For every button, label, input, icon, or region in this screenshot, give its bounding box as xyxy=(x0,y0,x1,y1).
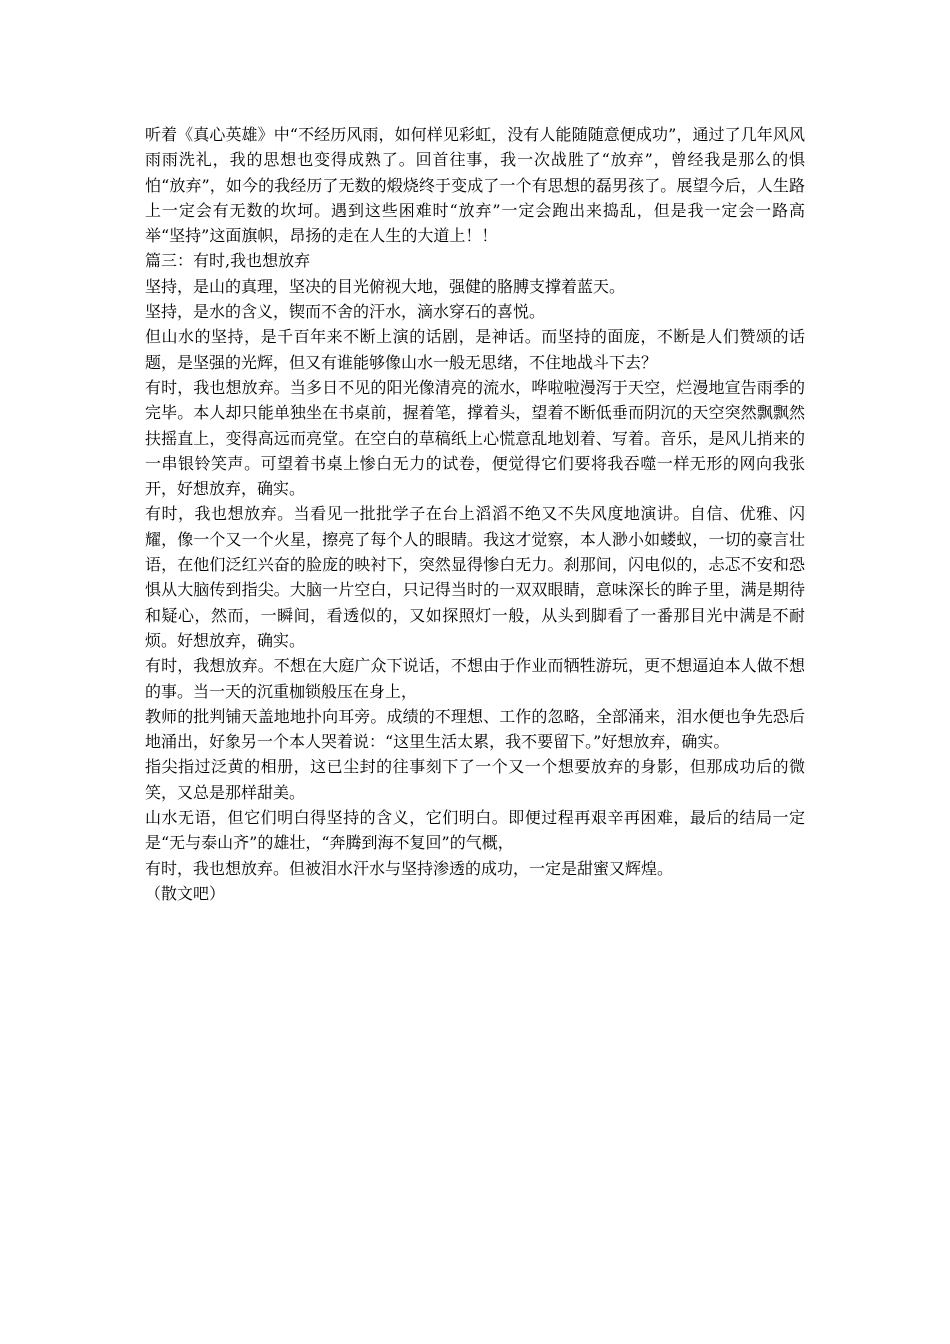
paragraph-album: 指尖指过泛黄的相册，这已尘封的往事刻下了一个又一个想要放弃的身影，但那成功后的微笑，又总是那样甜美。 xyxy=(145,757,805,802)
paragraph-give-up-3: 有时，我想放弃。不想在大庭广众下说话，不想由于作业而牺牲游玩，更不想逼迫本人做不想的事。当一天的沉重枷锁般压在身上， xyxy=(145,656,805,701)
paragraph-landscape: 山水无语，但它们明白得坚持的含义，它们明白。即便过程再艰辛再困难，最后的结局一定是“无与泰山齐”的雄壮，“奔腾到海不复回”的气概， xyxy=(145,808,805,853)
paragraph-mountain: 坚持，是山的真理，坚决的目光俯视大地，强健的胳膊支撑着蓝天。 xyxy=(145,276,626,296)
document-body xyxy=(145,122,805,906)
paragraph-give-up-2: 有时，我也想放弃。当看见一批批学子在台上滔滔不绝又不失风度地演讲。自信、优雅、闪耀，像一个又一个火星，擦亮了每个人的眼睛。我这才觉察，本人渺小如蝼蚁，一切的豪言壮语，在他们泛红兴奋的脸庞的映衬下，突然显得惨白无力。刹那间，闪电似的，忐忑不安和恐惧从大脑传到指尖。大脑一片空白，只记得当时的一双双眼睛，意味深长的眸子里，满是期待和疑心，然而，一瞬间，看透似的，又如探照灯一般，从头到脚看了一番那目光中满是不耐烦。好想放弃，确实。 xyxy=(145,504,805,650)
paragraph-give-up-1: 有时，我也想放弃。当多日不见的阳光像清亮的流水，哗啦啦漫泻于天空，烂漫地宣告雨季的完毕。本人却只能单独坐在书桌前，握着笔，撑着头，望着不断低垂而阴沉的天空突然飘飘然扶摇直上，变得高远而亮堂。在空白的草稿纸上心慌意乱地划着、写着。音乐，是风儿捎来的一串银铃笑声。可望着书桌上惨白无力的试卷，便觉得它们要将我吞噬一样无形的网向我张开，好想放弃，确实。 xyxy=(145,377,805,499)
section-heading: 篇三：有时,我也想放弃 xyxy=(145,251,311,271)
paragraph-teacher: 教师的批判铺天盖地地扑向耳旁。成绩的不理想、工作的忽略，全部涌来，泪水便也争先恐后地涌出，好象另一个本人哭着说：“这里生活太累，我不要留下。”好想放弃，确实。 xyxy=(145,706,805,752)
paragraph-intro-conclusion: 听着《真心英雄》中“不经历风雨，如何样见彩虹，没有人能随随意便成功”，通过了几年风风雨雨洗礼，我的思想也变得成熟了。回首往事，我一次战胜了“放弃”，曾经我是那么的惧怕“放弃”，如今的我经历了无数的煅烧终于变成了一个有思想的磊男孩了。展望今后，人生路上一定会有无数的坎坷。遇到这些困难时“放弃”一定会跑出来捣乱，但是我一定会一路高举“坚持”这面旗帜，昂扬的走在人生的大道上！！ xyxy=(145,125,805,246)
source-note: （散文吧） xyxy=(145,883,226,903)
paragraph-water: 坚持，是水的含义，锲而不舍的汗水，滴水穿石的喜悦。 xyxy=(145,302,546,322)
paragraph-final: 有时，我也想放弃。但被泪水汗水与坚持渗透的成功，一定是甜蜜又辉煌。 xyxy=(145,858,674,878)
paragraph-persistence: 但山水的坚持，是千百年来不断上演的话剧，是神话。而坚持的面庞，不断是人们赞颂的话题，是坚强的光辉，但又有谁能够像山水一般无思绪，不住地战斗下去？ xyxy=(145,327,805,372)
